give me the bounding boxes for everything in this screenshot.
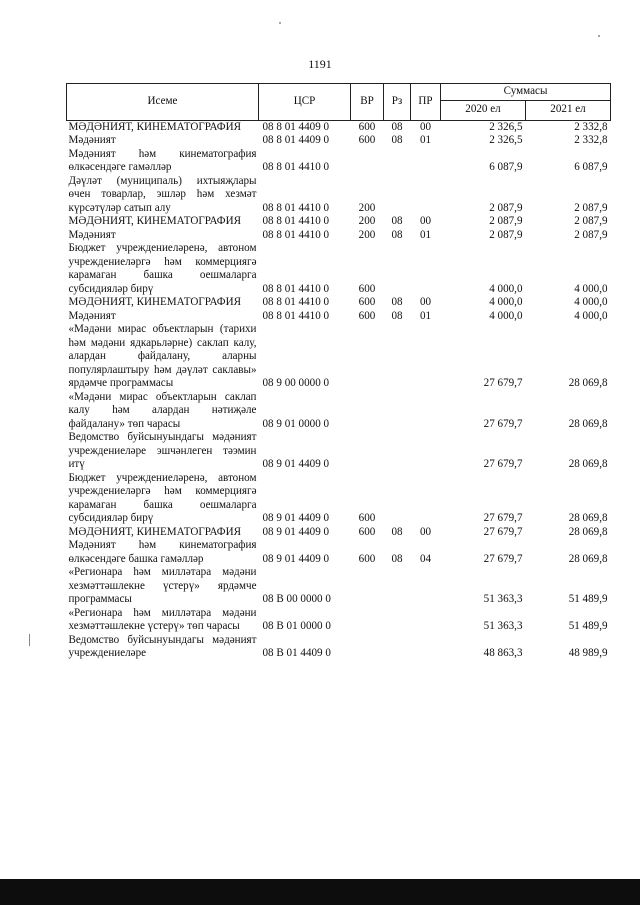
cell-s2021: 4 000,0 xyxy=(574,296,608,308)
cell-s2020: 48 863,3 xyxy=(483,647,523,659)
cell-name: Ведомство буйсынуындагы мәдәният учреждениеләре эшчәнлеген тәэмин итү xyxy=(68,431,257,470)
cell-rz: 08 xyxy=(391,120,403,133)
cell-csr: 08 9 01 4409 0 xyxy=(262,552,330,565)
cell-pr xyxy=(411,472,441,526)
cell-s2021: 28 069,8 xyxy=(568,525,608,538)
cell-vr: 600 xyxy=(358,512,376,524)
cell-pr: 01 xyxy=(419,309,432,322)
cell-name: МӘДӘНИЯТ, КИНЕМАТОГРАФИЯ xyxy=(68,525,241,538)
cell-s2020: 51 363,3 xyxy=(483,593,523,605)
cell-name: Мәдәният xyxy=(68,309,116,322)
table-row xyxy=(67,472,611,526)
header-2021: 2021 ел xyxy=(526,100,611,120)
cell-pr: 01 xyxy=(419,228,432,241)
cell-s2020: 4 000,0 xyxy=(489,309,523,322)
cell-csr: 08 8 01 4410 0 xyxy=(262,309,330,322)
cell-name: «Мәдәни мирас объектларын (тарихи һәм мәдәни ядкарьләрне) саклап калу, алардан файдалану, аларны популярлаштыру һәм дәүләт саклавы» ярдәмче программасы xyxy=(68,323,257,389)
table-row xyxy=(67,323,611,391)
cell-pr: 01 xyxy=(419,134,432,146)
cell-rz xyxy=(384,472,411,526)
cell-s2021: 28 069,8 xyxy=(568,417,608,430)
cell-s2020: 2 087,9 xyxy=(489,201,523,214)
cell-s2021: 28 069,8 xyxy=(568,552,608,565)
cell-s2021: 51 489,9 xyxy=(568,620,608,632)
cell-name: МӘДӘНИЯТ, КИНЕМАТОГРАФИЯ xyxy=(68,120,241,133)
cell-csr: 08 В 01 0000 0 xyxy=(262,620,331,632)
cell-s2021: 2 087,9 xyxy=(574,228,608,241)
table-body xyxy=(67,120,611,661)
cell-pr xyxy=(411,175,441,216)
cell-s2021: 2 332,8 xyxy=(574,134,608,146)
cell-s2020: 2 087,9 xyxy=(489,215,523,227)
cell-csr: 08 8 01 4410 0 xyxy=(262,296,330,308)
cell-csr: 08 9 01 4409 0 xyxy=(262,525,330,538)
table-row xyxy=(67,148,611,175)
cell-name: Бюджет учреждениеләренә, автоном учреждениеләргә һәм коммерциягә карамаган башка оешмаларга субсидияләр бирү xyxy=(68,242,257,295)
scan-bottom-border xyxy=(0,879,640,905)
table-row xyxy=(67,310,611,324)
cell-vr: 200 xyxy=(358,215,376,227)
cell-s2020: 27 679,7 xyxy=(483,377,523,389)
cell-csr: 08 8 01 4409 0 xyxy=(262,120,330,133)
cell-s2020: 2 326,5 xyxy=(489,134,523,146)
cell-s2021: 2 087,9 xyxy=(574,215,608,227)
cell-s2020: 6 087,9 xyxy=(489,161,523,173)
cell-s2021: 4 000,0 xyxy=(574,282,608,295)
cell-vr xyxy=(351,323,384,391)
cell-rz: 08 xyxy=(391,228,403,241)
cell-name: Мәдәният xyxy=(68,134,116,146)
cell-s2020: 27 679,7 xyxy=(483,552,523,565)
scan-speck xyxy=(279,22,281,24)
table-row xyxy=(67,566,611,607)
cell-rz xyxy=(384,323,411,391)
cell-s2020: 4 000,0 xyxy=(489,296,523,308)
cell-pr xyxy=(411,431,441,472)
cell-csr: 08 8 01 4410 0 xyxy=(262,282,330,295)
cell-rz: 08 xyxy=(391,309,403,322)
table-row xyxy=(67,120,611,134)
cell-rz xyxy=(384,607,411,634)
cell-s2021: 51 489,9 xyxy=(568,593,608,605)
cell-name: Ведомство буйсынуындагы мәдәният учреждениеләре xyxy=(68,633,257,659)
cell-s2020: 2 087,9 xyxy=(489,228,523,241)
cell-s2020: 27 679,7 xyxy=(483,525,523,538)
scan-speck xyxy=(29,634,30,646)
cell-csr: 08 8 01 4410 0 xyxy=(262,215,330,227)
cell-name: МӘДӘНИЯТ, КИНЕМАТОГРАФИЯ xyxy=(68,296,241,308)
cell-pr xyxy=(411,242,441,296)
table-row xyxy=(67,296,611,310)
cell-rz xyxy=(384,242,411,296)
cell-name: Мәдәният xyxy=(68,228,116,241)
cell-pr xyxy=(411,323,441,391)
cell-vr: 600 xyxy=(358,282,376,295)
cell-csr: 08 8 01 4409 0 xyxy=(262,134,330,146)
cell-name: МӘДӘНИЯТ, КИНЕМАТОГРАФИЯ xyxy=(68,215,241,227)
cell-s2021: 2 332,8 xyxy=(574,120,608,133)
cell-pr: 00 xyxy=(419,296,432,308)
cell-vr: 600 xyxy=(358,552,376,565)
cell-rz: 08 xyxy=(391,134,403,146)
cell-s2020: 4 000,0 xyxy=(489,282,523,295)
cell-rz: 08 xyxy=(391,525,403,538)
cell-rz xyxy=(384,148,411,175)
cell-pr: 04 xyxy=(419,552,432,565)
cell-s2020: 27 679,7 xyxy=(483,417,523,430)
cell-s2021: 28 069,8 xyxy=(568,458,608,470)
cell-rz xyxy=(384,634,411,661)
cell-name: Бюджет учреждениеләренә, автоном учреждениеләргә һәм коммерциягә карамаган башка оешмаларга субсидияләр бирү xyxy=(68,471,257,524)
cell-pr xyxy=(411,566,441,607)
cell-pr xyxy=(411,634,441,661)
cell-pr: 00 xyxy=(419,525,432,538)
table-row xyxy=(67,634,611,661)
cell-vr xyxy=(351,391,384,432)
cell-rz xyxy=(384,391,411,432)
table-row xyxy=(67,526,611,540)
cell-name: Мәдәният һәм кинематография өлкәсендәге башка гамәлләр xyxy=(68,539,257,565)
cell-s2021: 48 989,9 xyxy=(568,647,608,659)
table-row xyxy=(67,229,611,243)
cell-vr xyxy=(351,634,384,661)
table-row xyxy=(67,391,611,432)
cell-vr: 600 xyxy=(358,525,376,538)
cell-vr xyxy=(351,431,384,472)
header-pr: ПР xyxy=(411,84,441,121)
header-2020: 2020 ел xyxy=(441,100,526,120)
cell-vr: 600 xyxy=(358,296,376,308)
cell-s2021: 2 087,9 xyxy=(574,201,608,214)
cell-name: «Мәдәни мирас объектларын саклап калу һәм алардан нәтиҗәле файдалану» төп чарасы xyxy=(68,390,257,430)
cell-rz: 08 xyxy=(391,215,403,227)
table-row xyxy=(67,175,611,216)
cell-s2020: 2 326,5 xyxy=(489,120,523,133)
cell-rz: 08 xyxy=(391,296,403,308)
cell-rz xyxy=(384,175,411,216)
budget-table xyxy=(66,83,611,661)
cell-csr: 08 В 01 4409 0 xyxy=(262,647,331,659)
cell-s2020: 51 363,3 xyxy=(483,620,523,632)
page-number: 1191 xyxy=(308,57,332,71)
header-sums: Суммасы xyxy=(441,84,611,101)
cell-csr: 08 9 01 4409 0 xyxy=(262,458,330,470)
cell-s2021: 6 087,9 xyxy=(574,161,608,173)
cell-vr: 600 xyxy=(358,134,376,146)
cell-vr xyxy=(351,148,384,175)
table-row xyxy=(67,607,611,634)
cell-s2020: 27 679,7 xyxy=(483,458,523,470)
cell-s2021: 28 069,8 xyxy=(568,377,608,389)
cell-vr: 600 xyxy=(358,309,376,322)
cell-csr: 08 В 00 0000 0 xyxy=(262,593,331,605)
cell-name: Мәдәният һәм кинематография өлкәсендәге гамәлләр xyxy=(68,147,257,173)
cell-name: «Регионара һәм милләтара мәдәни хезмәттәшлекне үстерү» төп чарасы xyxy=(68,606,257,632)
table-header xyxy=(67,84,611,121)
table-row xyxy=(67,431,611,472)
cell-rz: 08 xyxy=(391,552,403,565)
table-row xyxy=(67,215,611,229)
cell-vr: 200 xyxy=(358,201,376,214)
cell-pr: 00 xyxy=(419,215,432,227)
cell-vr: 200 xyxy=(358,228,376,241)
table-row xyxy=(67,242,611,296)
cell-csr: 08 9 00 0000 0 xyxy=(262,377,330,389)
cell-s2021: 28 069,8 xyxy=(568,512,608,524)
header-csr: ЦСР xyxy=(259,84,351,121)
cell-name: Дәүләт (муниципаль) ихтыяҗлары өчен товарлар, эшләр һәм хезмәт күрсәтүләр сатып алу xyxy=(68,174,257,214)
scan-speck xyxy=(598,35,600,37)
cell-csr: 08 8 01 4410 0 xyxy=(262,161,330,173)
header-name: Исеме xyxy=(67,84,259,121)
cell-vr xyxy=(351,566,384,607)
cell-rz xyxy=(384,431,411,472)
cell-vr xyxy=(351,607,384,634)
cell-pr xyxy=(411,148,441,175)
cell-name: «Регионара һәм милләтара мәдәни хезмәттәшлекне үстерү» ярдәмче программасы xyxy=(68,566,257,605)
table-row xyxy=(67,539,611,566)
cell-csr: 08 9 01 4409 0 xyxy=(262,512,330,524)
cell-csr: 08 9 01 0000 0 xyxy=(262,417,330,430)
header-rz: Рз xyxy=(384,84,411,121)
cell-s2021: 4 000,0 xyxy=(574,309,608,322)
cell-pr xyxy=(411,391,441,432)
table-row xyxy=(67,134,611,148)
cell-rz xyxy=(384,566,411,607)
header-vr: ВР xyxy=(351,84,384,121)
cell-csr: 08 8 01 4410 0 xyxy=(262,228,330,241)
cell-vr: 600 xyxy=(358,120,376,133)
cell-csr: 08 8 01 4410 0 xyxy=(262,201,330,214)
cell-s2020: 27 679,7 xyxy=(483,512,523,524)
cell-pr: 00 xyxy=(419,120,432,133)
cell-pr xyxy=(411,607,441,634)
